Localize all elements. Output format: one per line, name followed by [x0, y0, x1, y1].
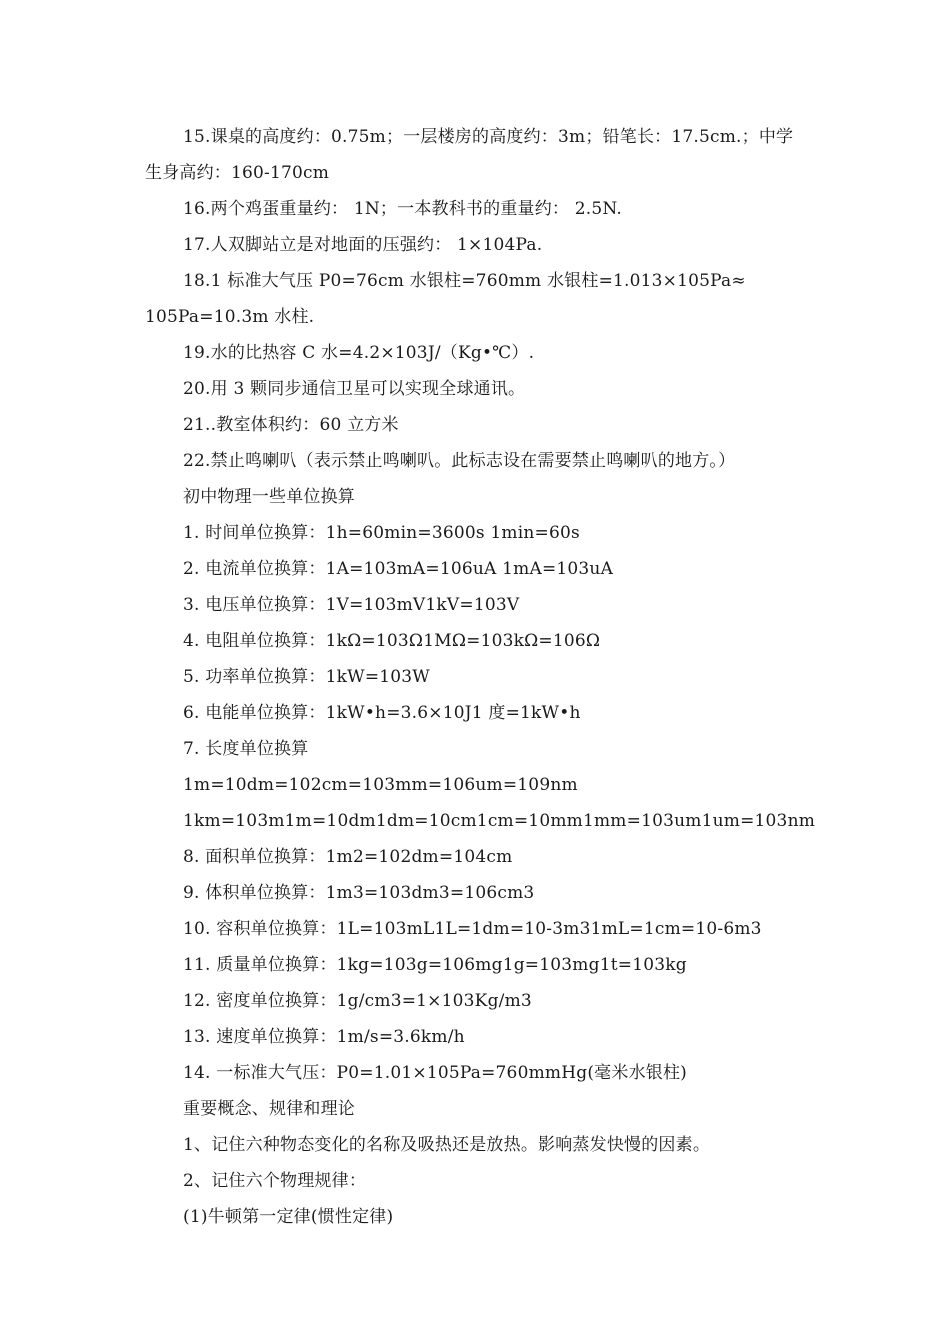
text-line: 生身高约：160-170cm — [145, 163, 330, 183]
text-line: 7. 长度单位换算 — [183, 739, 309, 759]
text-line: 21..教室体积约：60 立方米 — [183, 415, 399, 435]
text-line: 13. 速度单位换算：1m/s=3.6km/h — [183, 1027, 465, 1047]
text-line: 8. 面积单位换算：1m2=102dm=104cm — [183, 847, 513, 867]
text-line: 3. 电压单位换算：1V=103mV1kV=103V — [183, 595, 520, 615]
text-line: 22.禁止鸣喇叭（表示禁止鸣喇叭。此标志设在需要禁止鸣喇叭的地方。） — [183, 451, 736, 471]
text-line: 4. 电阻单位换算：1kΩ=103Ω1MΩ=103kΩ=106Ω — [183, 631, 601, 651]
text-line: (1)牛顿第一定律(惯性定律) — [183, 1207, 394, 1227]
text-line: 1. 时间单位换算：1h=60min=3600s 1min=60s — [183, 523, 580, 543]
text-line: 6. 电能单位换算：1kW•h=3.6×10J1 度=1kW•h — [183, 703, 581, 723]
text-line: 17.人双脚站立是对地面的压强约： 1×104Pa. — [183, 235, 543, 255]
text-line: 1、记住六种物态变化的名称及吸热还是放热。影响蒸发快慢的因素。 — [183, 1135, 711, 1155]
text-line: 15.课桌的高度约：0.75m；一层楼房的高度约：3m；铅笔长：17.5cm.；中学 — [183, 127, 794, 147]
text-line: 16.两个鸡蛋重量约： 1N；一本教科书的重量约： 2.5N. — [183, 199, 622, 219]
text-line: 105Pa=10.3m 水柱. — [145, 307, 315, 327]
text-line: 1km=103m1m=10dm1dm=10cm1cm=10mm1mm=103um1um=103nm — [183, 811, 816, 831]
text-line: 18.1 标准大气压 P0=76cm 水银柱=760mm 水银柱=1.013×105Pa≈ — [183, 271, 746, 291]
text-line: 14. 一标准大气压：P0=1.01×105Pa=760mmHg(毫米水银柱) — [183, 1063, 687, 1083]
text-line: 2. 电流单位换算：1A=103mA=106uA 1mA=103uA — [183, 559, 614, 579]
text-line: 20.用 3 颗同步通信卫星可以实现全球通讯。 — [183, 379, 526, 399]
text-line: 12. 密度单位换算：1g/cm3=1×103Kg/m3 — [183, 991, 532, 1011]
text-line: 10. 容积单位换算：1L=103mL1L=1dm=10-3m31mL=1cm=10-6m3 — [183, 919, 762, 939]
text-line: 5. 功率单位换算：1kW=103W — [183, 667, 430, 687]
text-line: 9. 体积单位换算：1m3=103dm3=106cm3 — [183, 883, 535, 903]
section-heading: 初中物理一些单位换算 — [183, 487, 355, 507]
section-heading: 重要概念、规律和理论 — [183, 1099, 355, 1119]
text-line: 19.水的比热容 C 水=4.2×103J/（Kg•℃）. — [183, 343, 535, 363]
text-line: 11. 质量单位换算：1kg=103g=106mg1g=103mg1t=103kg — [183, 955, 687, 975]
text-line: 1m=10dm=102cm=103mm=106um=109nm — [183, 775, 578, 795]
text-line: 2、记住六个物理规律： — [183, 1171, 367, 1191]
